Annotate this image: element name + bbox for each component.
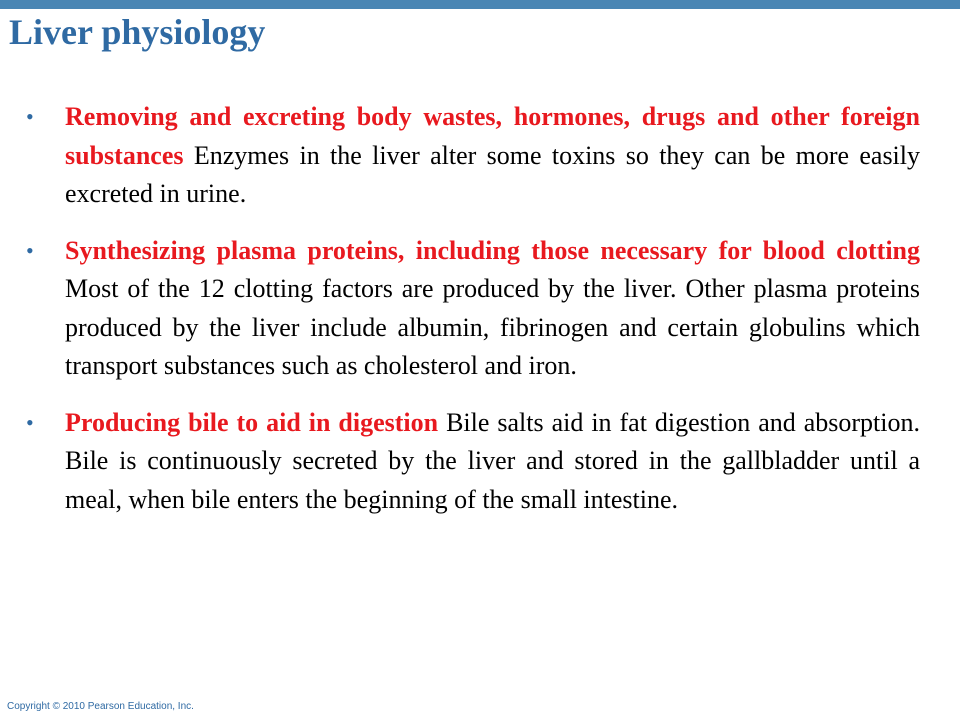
bullet-dot-icon: • bbox=[26, 104, 34, 129]
slide-title: Liver physiology bbox=[9, 12, 266, 52]
top-accent-bar bbox=[0, 0, 960, 9]
bullet-body-text: Enzymes in the liver alter some toxins so they can be more easily excreted in urine. bbox=[65, 140, 921, 208]
bullet-item-removing-wastes bbox=[26, 98, 920, 214]
bullet-dot-icon: • bbox=[26, 237, 34, 263]
bullet-lead-text: Synthesizing plasma proteins, including those necessary for blood clotting bbox=[65, 235, 920, 265]
bullet-body-text: Bile salts aid in fat digestion and absorption. Bile is continuously secreted by the liver and stored in the gallbladder until a meal, when bile enters the beginning of the small intestine. bbox=[65, 407, 920, 514]
bullet-lead-text: Removing and excreting body wastes, hormones, drugs and other foreign substances bbox=[65, 102, 920, 170]
bullet-item-producing-bile bbox=[26, 404, 920, 520]
bullet-lead-text: Producing bile to aid in digestion bbox=[65, 407, 439, 437]
bullet-item-plasma-proteins bbox=[26, 232, 920, 386]
bullet-dot-icon: • bbox=[26, 409, 34, 435]
bullet-list bbox=[26, 98, 920, 537]
bullet-body-text: Most of the 12 clotting factors are produced by the liver. Other plasma proteins produced by the liver include albumin, fibrinogen and certain globulins which transport substances such as cholesterol and iron. bbox=[65, 274, 920, 380]
copyright-notice: Copyright © 2010 Pearson Education, Inc. bbox=[7, 701, 194, 712]
